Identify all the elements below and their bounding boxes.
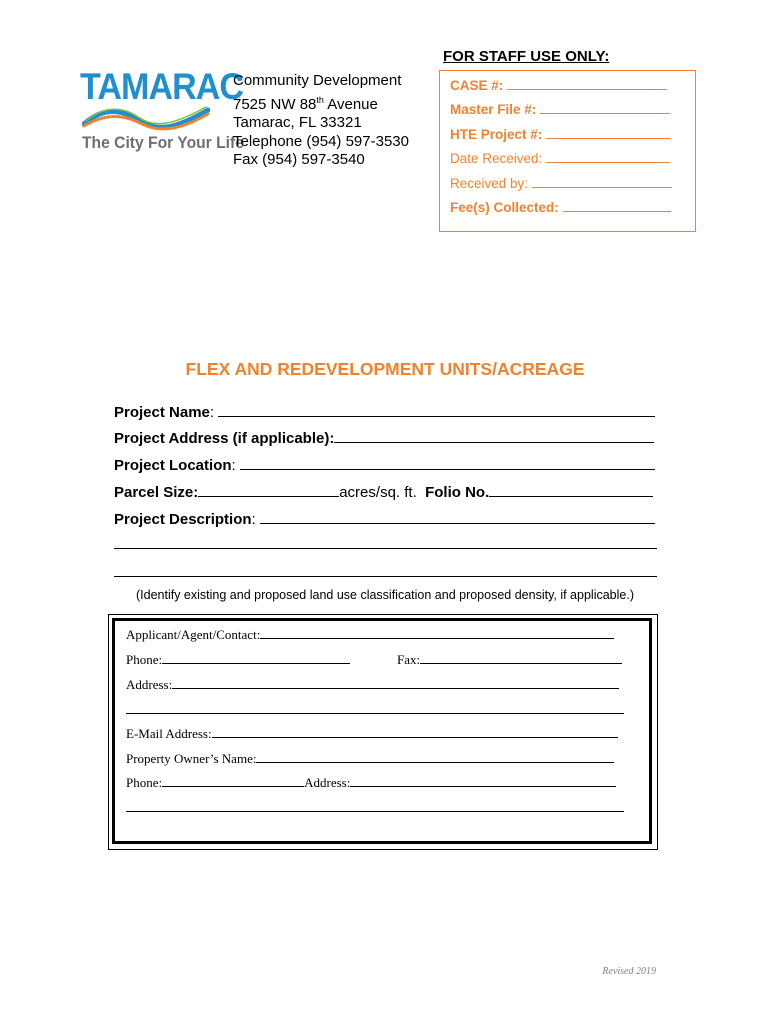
fees-collected-field[interactable]: Fee(s) Collected: [450, 199, 671, 215]
owner-address-line-2[interactable] [126, 811, 624, 812]
received-by-field[interactable]: Received by: [450, 175, 672, 191]
tamarac-logo-wordmark: TAMARAC [80, 66, 244, 107]
applicant-field[interactable]: Applicant/Agent/Contact: [126, 627, 614, 643]
date-received-field[interactable]: Date Received: [450, 150, 670, 166]
form-title: FLEX AND REDEVELOPMENT UNITS/ACREAGE [185, 359, 585, 379]
city-state-zip: Tamarac, FL 33321 [233, 114, 362, 131]
project-address-field[interactable]: Project Address (if applicable): [114, 428, 654, 447]
applicant-fax-field[interactable]: Fax: [397, 652, 622, 668]
revision-note: Revised 2019 [602, 966, 656, 977]
project-location-field[interactable]: Project Location: [114, 455, 655, 474]
description-line-2[interactable] [114, 548, 657, 549]
case-number-field[interactable]: CASE #: [450, 77, 667, 93]
description-line-3[interactable] [114, 576, 657, 577]
department-address-block [233, 72, 409, 170]
staff-use-box [439, 70, 696, 232]
hte-project-field[interactable]: HTE Project #: [450, 126, 671, 142]
owner-name-field[interactable]: Property Owner’s Name: [126, 751, 614, 767]
parcel-folio-field[interactable]: Parcel Size: acres/sq. ft. Folio No. [114, 482, 653, 501]
project-name-field[interactable]: Project Name: [114, 402, 655, 421]
street-address: 7525 NW 88th Avenue [233, 94, 378, 113]
email-field[interactable]: E-Mail Address: [126, 726, 618, 742]
staff-use-heading: FOR STAFF USE ONLY: [443, 48, 610, 65]
tamarac-logo-tagline: The City For Your Life [82, 133, 244, 152]
department-name: Community Development [233, 72, 402, 89]
project-description-field[interactable]: Project Description: [114, 509, 655, 528]
telephone-number: Telephone (954) 597-3530 [233, 132, 409, 150]
land-use-note: (Identify existing and proposed land use classification and proposed density, if applicable.) [136, 588, 634, 602]
applicant-phone-field[interactable]: Phone: [126, 652, 350, 668]
owner-phone-address-field[interactable]: Phone: Address: [126, 775, 616, 791]
master-file-field[interactable]: Master File #: [450, 101, 670, 117]
applicant-address-line-2[interactable] [126, 713, 624, 714]
fax-number: Fax (954) 597-3540 [233, 151, 365, 168]
applicant-address-field[interactable]: Address: [126, 677, 619, 693]
tamarac-logo-wave-icon [82, 104, 210, 132]
